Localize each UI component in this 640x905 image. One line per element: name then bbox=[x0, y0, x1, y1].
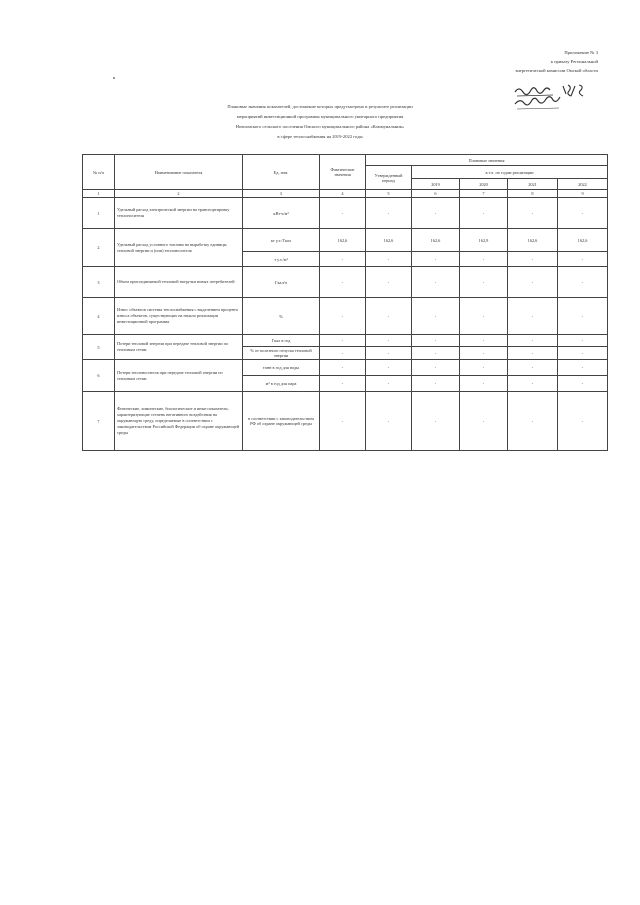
handwriting-icon bbox=[513, 82, 603, 112]
value-cell: - bbox=[320, 392, 366, 451]
value-cell: - bbox=[320, 267, 366, 298]
value-cell: - bbox=[558, 298, 608, 335]
value-cell: - bbox=[508, 198, 558, 229]
value-cell: - bbox=[558, 252, 608, 267]
value-cell: - bbox=[558, 347, 608, 360]
row-name: Физические, химические, биологические и иные показатели, характеризующие степень негативного воздействия на окружающую среду, определяемые в соответствии с законодательством Российской Федерации об охране окружающей среды bbox=[115, 392, 243, 451]
header-actual: Фактические значения bbox=[320, 155, 366, 190]
value-cell: 162,6 bbox=[508, 229, 558, 252]
value-cell: - bbox=[508, 376, 558, 392]
appendix-line: энергетической комиссии Омской области bbox=[515, 68, 598, 73]
value-cell: - bbox=[460, 347, 508, 360]
value-cell: - bbox=[460, 298, 508, 335]
column-number: 7 bbox=[460, 190, 508, 198]
row-unit: Гкал в год bbox=[243, 335, 320, 347]
value-cell: - bbox=[366, 347, 412, 360]
value-cell: - bbox=[460, 198, 508, 229]
row-num: 4 bbox=[83, 298, 115, 335]
value-cell: - bbox=[366, 376, 412, 392]
value-cell: - bbox=[320, 376, 366, 392]
value-cell: - bbox=[320, 252, 366, 267]
value-cell: - bbox=[508, 392, 558, 451]
table-row bbox=[83, 229, 608, 252]
row-name: Объем присоединяемой тепловой нагрузки новых потребителей bbox=[115, 267, 243, 298]
value-cell: - bbox=[366, 360, 412, 376]
value-cell: - bbox=[320, 298, 366, 335]
table-row bbox=[83, 335, 608, 347]
table-row bbox=[83, 298, 608, 335]
header-year: 2021 bbox=[508, 179, 558, 190]
value-cell: - bbox=[320, 360, 366, 376]
header-year: 2020 bbox=[460, 179, 508, 190]
row-num: 5 bbox=[83, 335, 115, 360]
column-number: 5 bbox=[366, 190, 412, 198]
value-cell: - bbox=[508, 360, 558, 376]
value-cell: - bbox=[366, 392, 412, 451]
appendix-header bbox=[408, 48, 598, 84]
value-cell: - bbox=[558, 392, 608, 451]
value-cell: - bbox=[366, 335, 412, 347]
value-cell: - bbox=[366, 252, 412, 267]
value-cell: - bbox=[558, 335, 608, 347]
row-name: Удельный расход электрической энергии на транспортировку теплоносителя bbox=[115, 198, 243, 229]
row-num: 2 bbox=[83, 229, 115, 267]
column-number: 4 bbox=[320, 190, 366, 198]
value-cell: 162,9 bbox=[460, 229, 508, 252]
table-row bbox=[83, 392, 608, 451]
value-cell: - bbox=[558, 267, 608, 298]
column-numbers-row bbox=[83, 190, 608, 198]
column-number: 8 bbox=[508, 190, 558, 198]
value-cell: - bbox=[412, 198, 460, 229]
value-cell: - bbox=[412, 360, 460, 376]
value-cell: - bbox=[460, 267, 508, 298]
value-cell: - bbox=[412, 252, 460, 267]
value-cell: - bbox=[508, 335, 558, 347]
value-cell: - bbox=[412, 392, 460, 451]
appendix-line: Приложение № 3 bbox=[564, 50, 598, 55]
value-cell: - bbox=[412, 335, 460, 347]
row-unit: Гкал/ч bbox=[243, 267, 320, 298]
value-cell: 162,6 bbox=[558, 229, 608, 252]
value-cell: - bbox=[320, 335, 366, 347]
row-unit: м³ в год для пара bbox=[243, 376, 320, 392]
column-number: 9 bbox=[558, 190, 608, 198]
column-number: 6 bbox=[412, 190, 460, 198]
value-cell: - bbox=[412, 347, 460, 360]
value-cell: - bbox=[508, 298, 558, 335]
handwritten-date-number bbox=[513, 82, 603, 112]
value-cell: - bbox=[508, 267, 558, 298]
column-number: 2 bbox=[115, 190, 243, 198]
row-num: 3 bbox=[83, 267, 115, 298]
value-cell: 162,6 bbox=[366, 229, 412, 252]
header-by-years: в т.ч. по годам реализации bbox=[412, 166, 608, 179]
table-row bbox=[83, 267, 608, 298]
row-num: 6 bbox=[83, 360, 115, 392]
value-cell: - bbox=[412, 376, 460, 392]
value-cell: - bbox=[558, 360, 608, 376]
row-unit: кг у.т./Гкал bbox=[243, 229, 320, 252]
value-cell: - bbox=[366, 298, 412, 335]
value-cell: 162,6 bbox=[320, 229, 366, 252]
row-num: 7 bbox=[83, 392, 115, 451]
title-line: Плановые значения показателей, достижение которых предусмотрено в результате реализации bbox=[227, 104, 413, 109]
value-cell: - bbox=[508, 347, 558, 360]
table-row bbox=[83, 360, 608, 376]
column-number: 3 bbox=[243, 190, 320, 198]
value-cell: - bbox=[320, 347, 366, 360]
document-title bbox=[160, 102, 480, 142]
header-year: 2022 bbox=[558, 179, 608, 190]
title-line: Новоомского сельского поселения Омского муниципального района «Коммунальник» bbox=[235, 124, 405, 129]
value-cell: - bbox=[366, 267, 412, 298]
appendix-line: к приказу Региональной bbox=[550, 59, 598, 64]
header-year: 2019 bbox=[412, 179, 460, 190]
value-cell: - bbox=[412, 298, 460, 335]
header-num: № п/п bbox=[83, 155, 115, 190]
indicators-table bbox=[82, 154, 608, 451]
value-cell: - bbox=[460, 392, 508, 451]
table-row bbox=[83, 198, 608, 229]
value-cell: - bbox=[460, 252, 508, 267]
row-unit: в соответствии с законодательством РФ об охране окружающей среды bbox=[243, 392, 320, 451]
value-cell: - bbox=[320, 198, 366, 229]
scan-speck bbox=[113, 77, 115, 79]
row-name: Износ объектов системы теплоснабжения с выделением процента износа объектов, существующих на начало реализации инвестиционной программы bbox=[115, 298, 243, 335]
row-name: Потери теплоносителя при передаче тепловой энергии по тепловым сетям bbox=[115, 360, 243, 392]
value-cell: - bbox=[460, 376, 508, 392]
header-name: Наименование показателя bbox=[115, 155, 243, 190]
value-cell: - bbox=[558, 198, 608, 229]
row-unit: т у.т./м³ bbox=[243, 252, 320, 267]
value-cell: 162,6 bbox=[412, 229, 460, 252]
header-planned: Плановые значения bbox=[366, 155, 608, 166]
title-line: в сфере теплоснабжения на 2019-2022 годы bbox=[277, 134, 363, 139]
row-name: Потери тепловой энергии при передаче тепловой энергии по тепловым сетям bbox=[115, 335, 243, 360]
value-cell: - bbox=[412, 267, 460, 298]
value-cell: - bbox=[558, 376, 608, 392]
header-approved: Утвержденный период bbox=[366, 166, 412, 190]
row-name: Удельный расход условного топлива на выработку единицы тепловой энергии и (или) теплоносителя bbox=[115, 229, 243, 267]
value-cell: - bbox=[366, 198, 412, 229]
header-unit: Ед. изм. bbox=[243, 155, 320, 190]
value-cell: - bbox=[460, 335, 508, 347]
row-unit: тонн в год для воды bbox=[243, 360, 320, 376]
row-unit: % bbox=[243, 298, 320, 335]
title-line: мероприятий инвестиционной программы муниципального унитарного предприятия bbox=[236, 114, 404, 119]
value-cell: - bbox=[460, 360, 508, 376]
row-unit: кВт∙ч/м³ bbox=[243, 198, 320, 229]
column-number: 1 bbox=[83, 190, 115, 198]
row-num: 1 bbox=[83, 198, 115, 229]
value-cell: - bbox=[508, 252, 558, 267]
row-unit: % от полезного отпуска тепловой энергии bbox=[243, 347, 320, 360]
